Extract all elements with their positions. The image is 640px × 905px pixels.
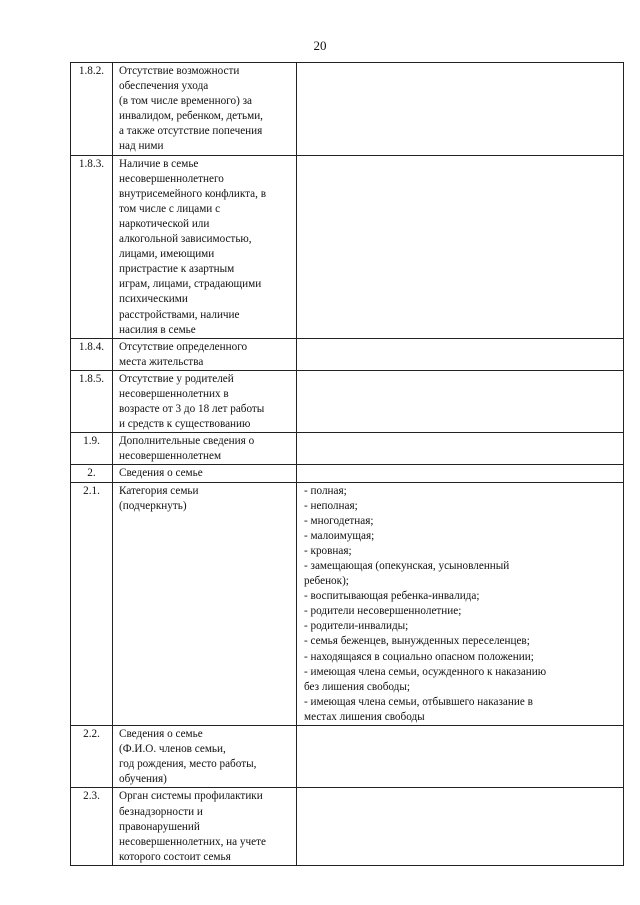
label-line: лицами, имеющими <box>119 248 215 261</box>
page-number: 20 <box>313 38 327 53</box>
label-line: обеспечения ухода <box>119 80 209 93</box>
category-option: - замещающая (опекунская, усыновленный <box>304 560 510 572</box>
category-option: - родители несовершеннолетние; <box>304 605 462 618</box>
empty-answer-cell <box>297 788 624 865</box>
row-number: 2.1. <box>71 482 113 726</box>
row-label <box>113 155 297 338</box>
table-row <box>71 370 624 432</box>
row-label <box>113 433 297 465</box>
label-line: внутрисемейного конфликта, в <box>119 187 266 200</box>
label-line: возрасте от 3 до 18 лет работы <box>119 403 265 416</box>
category-option: без лишения свободы; <box>304 680 410 693</box>
label-line: несовершеннолетнего <box>119 172 224 185</box>
category-option: местах лишения свободы <box>304 710 425 723</box>
empty-answer-cell <box>297 370 624 432</box>
label-line: инвалидом, ребенком, детьми, <box>119 110 263 123</box>
table-body <box>71 63 624 866</box>
row-number: 1.8.3. <box>71 155 113 338</box>
label-line: Отсутствие возможности <box>119 65 240 77</box>
category-option: - семья беженцев, вынужденных переселенцев; <box>304 635 530 648</box>
family-category-options <box>297 482 624 726</box>
category-option: - находящаяся в социально опасном положении; <box>304 650 534 663</box>
table-row <box>71 338 624 370</box>
table-row <box>71 788 624 865</box>
empty-answer-cell <box>297 63 624 156</box>
label-line: несовершеннолетних в <box>119 387 229 400</box>
table-row <box>71 482 624 726</box>
category-option: - кровная; <box>304 544 352 557</box>
row-label <box>113 63 297 156</box>
category-option: - воспитывающая ребенка-инвалида; <box>304 590 480 603</box>
empty-answer-cell <box>297 155 624 338</box>
table-row <box>71 63 624 156</box>
row-number: 2. <box>71 465 113 482</box>
empty-answer-cell <box>297 465 624 482</box>
label-line: том числе с лицами с <box>119 202 221 215</box>
category-option: ребенок); <box>304 575 349 588</box>
label-line: Орган системы профилактики <box>119 790 263 803</box>
table-row <box>71 726 624 788</box>
table-row <box>71 155 624 338</box>
category-option: - многодетная; <box>304 514 374 527</box>
label-line: алкогольной зависимостью, <box>119 233 252 246</box>
category-option: - неполная; <box>304 499 358 512</box>
row-number: 2.2. <box>71 726 113 788</box>
label-line: (подчеркнуть) <box>119 499 187 512</box>
row-number: 1.8.2. <box>71 63 113 156</box>
label-line: Отсутствие определенного <box>119 340 248 353</box>
label-line: правонарушений <box>119 820 200 833</box>
category-option: - родители-инвалиды; <box>304 620 409 633</box>
label-line: Категория семьи <box>119 484 199 497</box>
row-number: 1.9. <box>71 433 113 465</box>
label-line: несовершеннолетних, на учете <box>119 835 266 848</box>
family-info-table <box>70 62 624 866</box>
category-option: - имеющая члена семьи, осужденного к наказанию <box>304 665 547 678</box>
label-line: психическими <box>119 293 188 306</box>
row-number: 1.8.5. <box>71 370 113 432</box>
label-line: расстройствами, наличие <box>119 308 240 321</box>
category-option: - имеющая члена семьи, отбывшего наказание в <box>304 695 533 708</box>
label-line: играм, лицами, страдающими <box>119 278 262 291</box>
label-line: места жительства <box>119 355 204 368</box>
label-line: (в том числе временного) за <box>119 95 252 108</box>
table-row <box>71 433 624 465</box>
row-label <box>113 482 297 726</box>
label-line: а также отсутствие попечения <box>119 125 263 138</box>
table-row <box>71 465 624 482</box>
label-line: насилия в семье <box>119 323 196 336</box>
row-label <box>113 338 297 370</box>
row-label <box>113 370 297 432</box>
row-label <box>113 465 297 482</box>
label-line: год рождения, место работы, <box>119 758 257 771</box>
label-line: безнадзорности и <box>119 805 203 818</box>
row-number: 2.3. <box>71 788 113 865</box>
label-line: Сведения о семье <box>119 467 203 480</box>
label-line: (Ф.И.О. членов семьи, <box>119 743 226 756</box>
label-line: наркотической или <box>119 217 210 230</box>
label-line: и средств к существованию <box>119 418 251 431</box>
empty-answer-cell <box>297 726 624 788</box>
row-number: 1.8.4. <box>71 338 113 370</box>
row-label <box>113 788 297 865</box>
category-option: - малоимущая; <box>304 529 375 542</box>
label-line: над ними <box>119 140 164 153</box>
empty-answer-cell <box>297 338 624 370</box>
label-line: Отсутствие у родителей <box>119 372 234 385</box>
label-line: Сведения о семье <box>119 728 203 741</box>
category-option: - полная; <box>304 484 347 497</box>
label-line: Наличие в семье <box>119 157 199 170</box>
label-line: несовершеннолетнем <box>119 450 222 463</box>
label-line: пристрастие к азартным <box>119 263 235 276</box>
label-line: обучения) <box>119 773 167 786</box>
label-line: которого состоит семья <box>119 850 231 863</box>
empty-answer-cell <box>297 433 624 465</box>
label-line: Дополнительные сведения о <box>119 435 255 448</box>
row-label <box>113 726 297 788</box>
